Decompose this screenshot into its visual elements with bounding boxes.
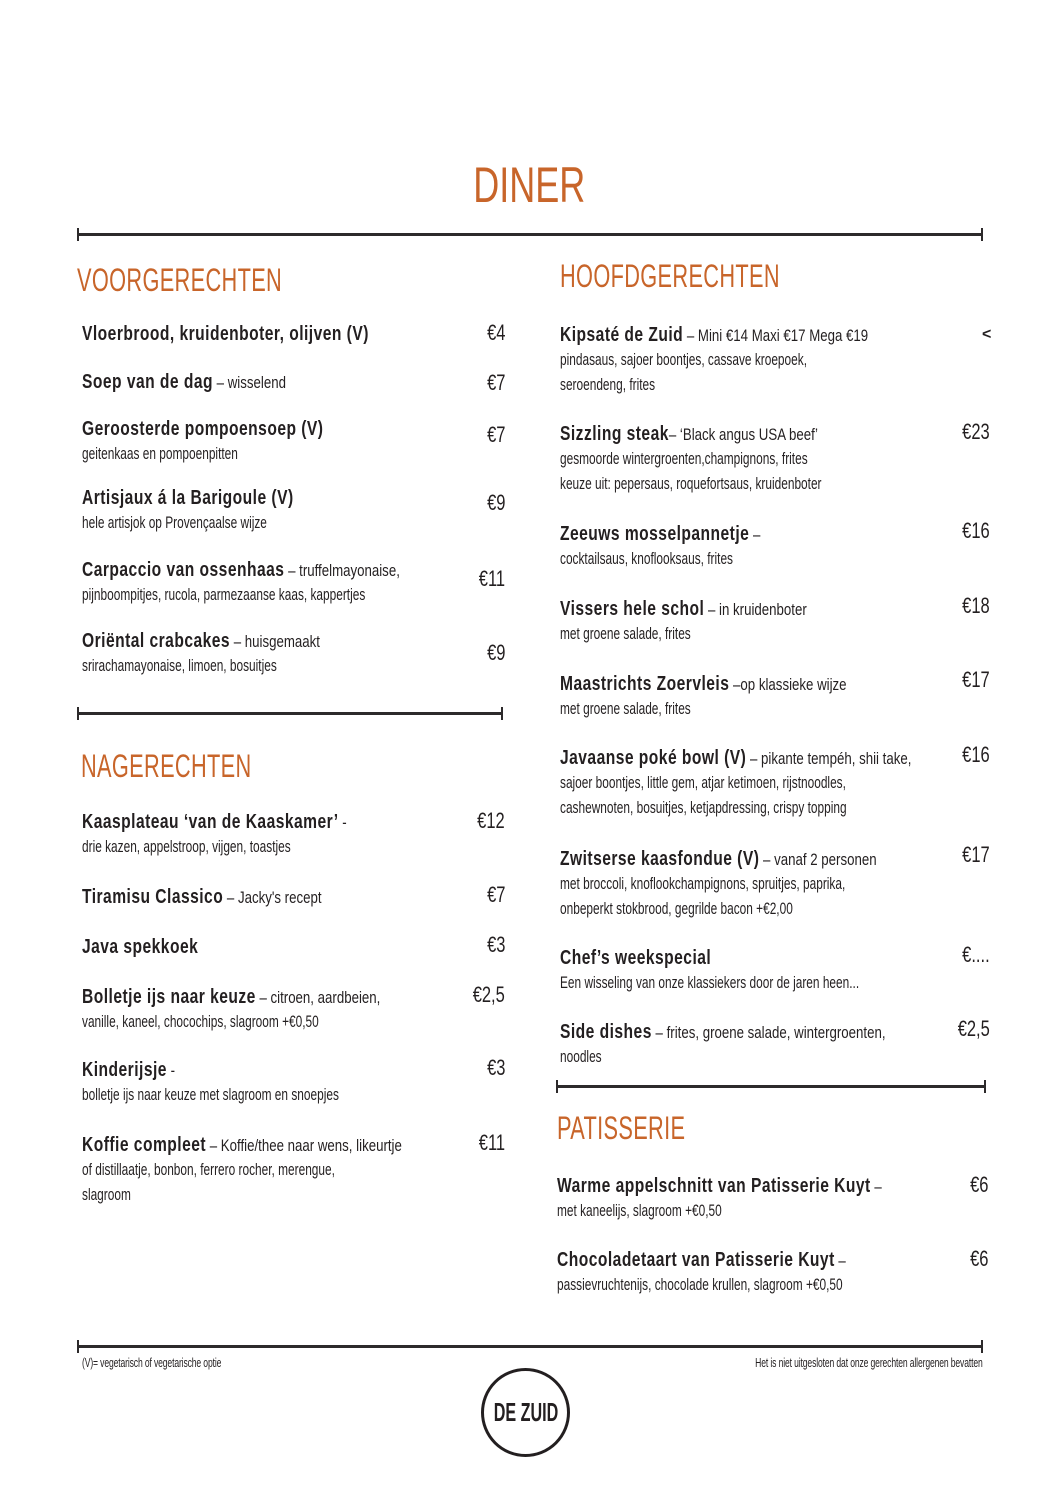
- item-subtitle: – pikante tempéh, shii take,: [746, 749, 912, 768]
- item-description: drie kazen, appelstroop, vijgen, toastjes: [82, 838, 291, 856]
- item-price: €17: [962, 842, 990, 867]
- item-name: Carpaccio van ossenhaas: [82, 559, 285, 581]
- allergen-note: Het is niet uitgesloten dat onze gerechten allergenen bevatten: [755, 1355, 983, 1370]
- item-description: slagroom: [82, 1186, 131, 1204]
- item-description: pindasaus, sajoer boontjes, cassave kroepoek,: [560, 351, 807, 369]
- item-price: €4: [486, 320, 505, 345]
- item-subtitle: – vanaf 2 personen: [759, 850, 877, 869]
- menu-item: [82, 370, 344, 395]
- item-subtitle: – wisselend: [212, 373, 286, 392]
- item-name: Vloerbrood, kruidenboter, olijven (V): [82, 323, 369, 345]
- item-description: met groene salade, frites: [560, 700, 691, 718]
- item-subtitle: –: [870, 1177, 882, 1196]
- item-description: met kaneelijs, slagroom +€0,50: [557, 1202, 722, 1220]
- item-name: Kinderijsje: [82, 1059, 167, 1081]
- chevron-left-icon: <: [982, 326, 992, 343]
- item-price: €16: [962, 742, 990, 767]
- section-title-voorgerechten: VOORGERECHTEN: [77, 262, 283, 298]
- item-description: met broccoli, knoflookchampignons, spruitjes, paprika,: [560, 875, 846, 893]
- item-subtitle: – Jacky's recept: [223, 888, 322, 907]
- menu-item: [82, 322, 450, 347]
- item-description: gesmoorde wintergroenten,champignons, frites: [560, 450, 808, 468]
- item-price: €16: [962, 518, 990, 543]
- item-description: seroendeng, frites: [560, 376, 656, 394]
- menu-item: [560, 597, 876, 647]
- item-subtitle: – truffelmayonaise,: [284, 561, 400, 580]
- item-price: €6: [969, 1246, 988, 1271]
- section-title-patisserie: PATISSERIE: [557, 1110, 686, 1146]
- item-subtitle: –op klassieke wijze: [729, 675, 847, 694]
- item-price: €....: [962, 942, 990, 967]
- menu-item: [82, 629, 387, 679]
- item-price: €2,5: [472, 982, 505, 1007]
- item-description: srirachamayonaise, limoen, bosuitjes: [82, 657, 277, 675]
- item-name: Zeeuws mosselpannetje: [560, 523, 750, 545]
- vegetarian-note: (V)= vegetarisch of vegetarische optie: [82, 1355, 222, 1370]
- menu-item: [82, 985, 465, 1035]
- item-price: €2,5: [957, 1016, 990, 1041]
- menu-item: [560, 422, 923, 497]
- item-description: onbeperkt stokbrood, gegrilde bacon +€2,00: [560, 900, 793, 918]
- divider-hoofdgerechten: [556, 1085, 986, 1088]
- menu-item: [82, 558, 490, 608]
- item-name: Chef’s weekspecial: [560, 947, 712, 969]
- menu-item: [560, 672, 927, 722]
- menu-item: [560, 323, 955, 398]
- item-name: Zwitserse kaasfondue (V): [560, 848, 760, 870]
- item-description: geitenkaas en pompoenpitten: [82, 445, 238, 463]
- section-title-nagerechten: NAGERECHTEN: [81, 748, 252, 784]
- item-name: Sizzling steak: [560, 423, 669, 445]
- menu-item: [82, 1058, 439, 1108]
- item-description: Een wisseling van onze klassiekers door de jaren heen...: [560, 974, 860, 992]
- item-subtitle: – ‘Black angus USA beef’: [668, 425, 818, 444]
- item-description: sajoer boontjes, little gem, atjar ketimoen, rijstnoodles,: [560, 774, 846, 792]
- menu-item: [82, 885, 389, 910]
- menu-item: [82, 417, 392, 467]
- item-price: €7: [486, 882, 505, 907]
- item-name: Kipsaté de Zuid: [560, 324, 684, 346]
- item-subtitle: –: [749, 525, 761, 544]
- item-subtitle: -: [166, 1061, 176, 1080]
- item-subtitle: – frites, groene salade, wintergroenten,: [651, 1023, 886, 1042]
- item-price: €12: [477, 808, 505, 833]
- item-price: €23: [962, 419, 990, 444]
- menu-item: [560, 1020, 977, 1070]
- section-title-hoofdgerechten: HOOFDGERECHTEN: [560, 258, 780, 294]
- logo: [481, 1368, 570, 1457]
- menu-item: [557, 1174, 973, 1224]
- item-name: Java spekkoek: [82, 936, 199, 958]
- item-price: €7: [486, 370, 505, 395]
- divider-top: [77, 233, 983, 236]
- item-description: noodles: [560, 1048, 602, 1066]
- item-name: Tiramisu Classico: [82, 886, 224, 908]
- item-name: Javaanse poké bowl (V): [560, 747, 747, 769]
- item-price: €18: [962, 593, 990, 618]
- item-description: hele artisjok op Provençaalse wijze: [82, 514, 267, 532]
- item-description: cashewnoten, bosuitjes, ketjapdressing, crispy topping: [560, 799, 847, 817]
- item-price: €11: [478, 566, 505, 591]
- item-subtitle: – in kruidenboter: [704, 600, 807, 619]
- item-subtitle: – Mini €14 Maxi €17 Mega €19: [683, 326, 869, 345]
- menu-item: [82, 486, 353, 536]
- item-price: €3: [486, 932, 505, 957]
- divider-footer: [77, 1345, 983, 1348]
- item-price: €9: [486, 490, 505, 515]
- item-subtitle: –: [834, 1251, 846, 1270]
- menu-item: [560, 522, 817, 572]
- item-price: €17: [962, 667, 990, 692]
- item-price: €3: [486, 1055, 505, 1080]
- item-description: pijnboompitjes, rucola, parmezaanse kaas, kappertjes: [82, 586, 366, 604]
- item-subtitle: -: [338, 813, 347, 832]
- menu-item: [560, 746, 1011, 821]
- menu-item: [82, 935, 231, 960]
- menu-item: [557, 1248, 954, 1298]
- item-name: Maastrichts Zoervleis: [560, 673, 730, 695]
- item-subtitle: – huisgemaakt: [230, 632, 320, 651]
- item-description: keuze uit: pepersaus, roquefortsaus, kruidenboter: [560, 475, 822, 493]
- divider-voorgerechten: [77, 712, 503, 715]
- item-subtitle: – citroen, aardbeien,: [255, 988, 381, 1007]
- item-name: Geroosterde pompoensoep (V): [82, 418, 324, 440]
- menu-item: [82, 1133, 492, 1208]
- item-description: passievruchtenijs, chocolade krullen, slagroom +€0,50: [557, 1276, 843, 1294]
- item-description: met groene salade, frites: [560, 625, 691, 643]
- item-description: of distillaatje, bonbon, ferrero rocher, merengue,: [82, 1161, 335, 1179]
- item-name: Warme appelschnitt van Patisserie Kuyt: [557, 1175, 871, 1197]
- page-title: DINER: [473, 157, 586, 213]
- item-name: Oriëntal crabcakes: [82, 630, 231, 652]
- item-price: €7: [486, 422, 505, 447]
- menu-item: [560, 847, 966, 922]
- item-subtitle: – Koffie/thee naar wens, likeurtje: [206, 1136, 402, 1155]
- item-name: Artisjaux á la Barigoule (V): [82, 487, 294, 509]
- item-name: Vissers hele schol: [560, 598, 705, 620]
- item-name: Koffie compleet: [82, 1134, 207, 1156]
- item-description: vanille, kaneel, chocochips, slagroom +€0,50: [82, 1013, 319, 1031]
- logo-text: DE ZUID: [493, 1397, 558, 1427]
- item-name: Soep van de dag: [82, 371, 213, 393]
- item-price: €9: [486, 640, 505, 665]
- item-name: Bolletje ijs naar keuze: [82, 986, 256, 1008]
- item-price: €11: [478, 1130, 505, 1155]
- item-description: bolletje ijs naar keuze met slagroom en snoepjes: [82, 1086, 339, 1104]
- item-description: cocktailsaus, knoflooksaus, frites: [560, 550, 734, 568]
- menu-item: [82, 810, 421, 860]
- menu-item: [560, 946, 976, 996]
- item-price: €6: [969, 1172, 988, 1197]
- item-name: Chocoladetaart van Patisserie Kuyt: [557, 1249, 835, 1271]
- item-name: Kaasplateau ‘van de Kaaskamer’: [82, 811, 339, 833]
- item-name: Side dishes: [560, 1021, 652, 1043]
